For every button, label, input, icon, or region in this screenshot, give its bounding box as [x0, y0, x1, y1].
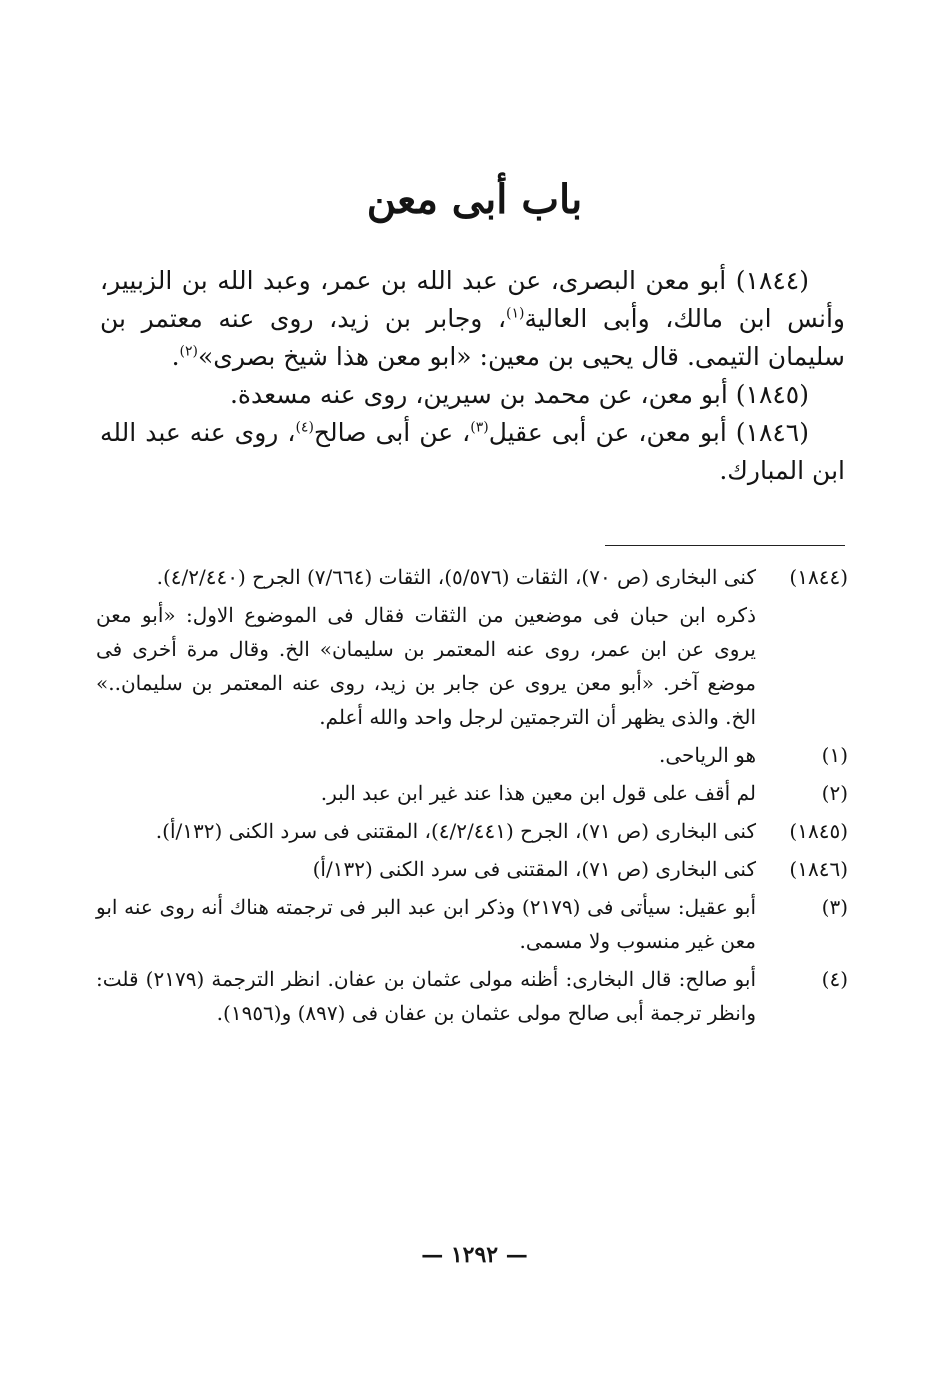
footnote-text: كنى البخارى (ص ٧١)، الجرح (٤/٢/٤٤١)، المقتنى فى سرد الكنى (١٣٢/أ).	[155, 819, 756, 843]
footnote-text: لم أقف على قول ابن معين هذا عند غير ابن عبد البر.	[320, 781, 756, 805]
footnote	[96, 890, 848, 958]
footnote-text: أبو عقيل: سيأتى فى (٢١٧٩) وذكر ابن عبد البر فى ترجمته هناك أنه روى عنه ابو معن غير منسوب ولا مسمى.	[96, 895, 756, 953]
footnote	[96, 852, 848, 886]
entry-1846-text-mid: ، عن أبى صالح	[313, 418, 471, 447]
page-number: — ١٢٩٢ —	[421, 1242, 528, 1268]
footnote-ref-1: (١)	[506, 305, 525, 322]
footnote-ref-3: (٣)	[470, 419, 489, 436]
footnote-number: (١٨٤٤)	[789, 565, 848, 589]
entry-1846-text: (١٨٤٦) أبو معن، عن أبى عقيل	[488, 418, 809, 447]
entry-1846	[100, 414, 845, 490]
chapter-title: باب أبى معن	[366, 176, 583, 223]
entry-1844-text-cont: ، وجابر بن زيد، روى عنه معتمر بن سليمان التيمى. قال يحيى بن معين: «ابو معن هذا شيخ بصرى»	[100, 304, 845, 371]
footnote	[96, 738, 848, 772]
footnote-text: أبو صالح: قال البخارى: أظنه مولى عثمان بن عفان. انظر الترجمة (٢١٧٩) قلت: وانظر ترجمة أبى صالح مولى عثمان بن عفان فى (٨٩٧) و(١٩٥٦).	[96, 967, 757, 1025]
footnote-text: كنى البخارى (ص ٧١)، المقتنى فى سرد الكنى (١٣٢/أ)	[312, 857, 756, 881]
entry-1844-text: (١٨٤٤) أبو معن البصرى، عن عبد الله بن عمر، وعبد الله بن الزبيير، وأنس ابن مالك، وأبى العالية	[100, 266, 845, 333]
footnote-text: هو الرياحى.	[659, 743, 756, 767]
footnote	[96, 776, 848, 810]
main-text	[100, 262, 845, 490]
footnote-number: (١٨٤٦)	[789, 857, 848, 881]
footnotes	[96, 560, 848, 1034]
footnote	[96, 962, 848, 1030]
entry-1846-text-end: ، روى عنه عبد الله ابن المبارك.	[100, 418, 845, 485]
footnote-number: (٤)	[821, 967, 848, 991]
footnote-continuation: ذكره ابن حبان فى موضعين من الثقات فقال فى الموضوع الاول: «أبو معن يروى عن ابن عمر، روى عنه المعتمر بن سليمان» الخ. وقال مرة أخرى فى موضع آخر. «أبو معن يروى عن جابر بن زيد، روى عنه المعتمر بن سليمان..» الخ. والذى يظهر أن الترجمتين لرجل واحد والله أعلم.	[96, 603, 756, 729]
entry-1844-end: .	[171, 342, 180, 371]
footnote-number: (٣)	[821, 895, 848, 919]
footnote	[96, 814, 848, 848]
entry-1844	[100, 262, 845, 376]
footnote-text: كنى البخارى (ص ٧٠)، الثقات (٥/٥٧٦)، الثقات (٧/٦٦٤) الجرح (٤/٢/٤٤٠).	[156, 565, 756, 589]
entry-1845: (١٨٤٥) أبو معن، عن محمد بن سيرين، روى عنه مسعدة.	[229, 380, 809, 409]
footnote-ref-4: (٤)	[295, 419, 314, 436]
footnote-divider	[605, 545, 845, 546]
footnote-ref-2: (٢)	[179, 343, 199, 360]
footnote-number: (٢)	[821, 781, 848, 805]
footnote-number: (١٨٤٥)	[789, 819, 848, 843]
footnote-number: (١)	[821, 743, 848, 767]
footnote	[96, 560, 848, 594]
